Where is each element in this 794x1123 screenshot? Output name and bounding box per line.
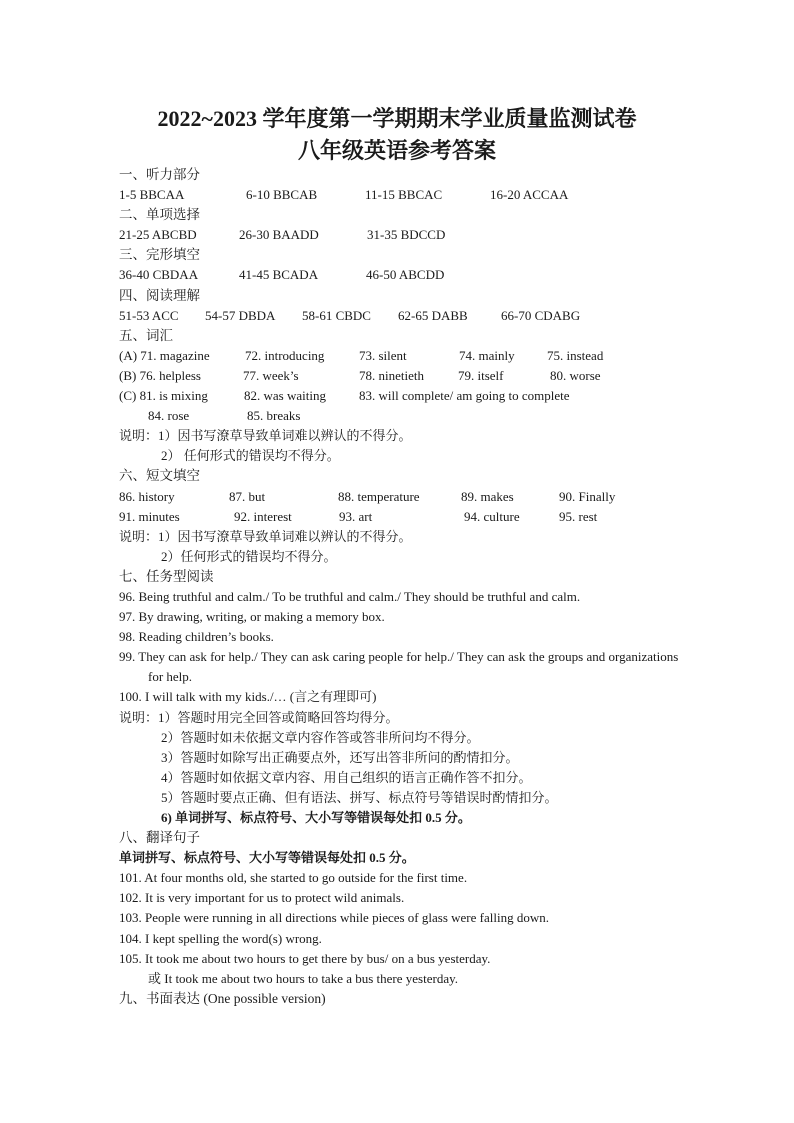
document-subtitle: 八年级英语参考答案	[297, 138, 496, 163]
scoring-note: 说明：1）因书写潦草导致单词难以辨认的不得分。	[119, 428, 412, 444]
answer-98: 98. Reading children’s books.	[119, 629, 274, 645]
section-heading-reading: 四、阅读理解	[119, 287, 200, 303]
answer-item: 78. ninetieth	[359, 367, 424, 383]
fill-in-row-2	[119, 507, 689, 527]
vocabulary-row-b	[119, 366, 689, 386]
answer-102: 102. It is very important for us to protect wild animals.	[119, 890, 405, 906]
scoring-note: 3）答题时如除写出正确要点外，还写出答非所问的酌情扣分。	[161, 749, 519, 765]
answer-group: 58-61 CBDC	[302, 307, 371, 323]
answer-105-alternative: 或 It took me about two hours to take a bus there yesterday.	[148, 970, 458, 986]
answer-item: 87. but	[229, 488, 266, 504]
answer-item: 72. introducing	[245, 347, 325, 363]
answer-item: 95. rest	[559, 508, 598, 524]
section-heading-single-choice: 二、单项选择	[119, 207, 200, 223]
single-choice-answers-row	[119, 225, 689, 245]
answer-item: 82. was waiting	[244, 388, 326, 404]
answer-group: 54-57 DBDA	[205, 307, 276, 323]
scoring-note: 说明：1）因书写潦草导致单词难以辨认的不得分。	[119, 528, 412, 544]
answer-group: 11-15 BBCAC	[365, 187, 443, 203]
answer-item: 94. culture	[464, 508, 520, 524]
answer-group: 26-30 BAADD	[239, 227, 319, 243]
vocabulary-row-a	[119, 346, 689, 366]
answer-item: 77. week’s	[243, 367, 299, 383]
document-title: 2022~2023 学年度第一学期期末学业质量监测试卷	[157, 106, 637, 131]
answer-103: 103. People were running in all directions while pieces of glass were falling down.	[119, 910, 549, 926]
answer-101: 101. At four months old, she started to go outside for the first time.	[119, 870, 468, 886]
answer-group: 41-45 BCADA	[239, 267, 319, 283]
answer-item: (B) 76. helpless	[119, 367, 201, 383]
answer-item: 83. will complete/ am going to complete	[359, 388, 570, 404]
answer-105: 105. It took me about two hours to get there by bus/ on a bus yesterday.	[119, 950, 491, 966]
reading-answers-row	[119, 306, 689, 326]
scoring-note-bold: 6) 单词拼写、标点符号、大小写等错误每处扣 0.5 分。	[161, 810, 471, 825]
cloze-answers-row	[119, 265, 689, 285]
answer-item: 92. interest	[234, 508, 292, 524]
answer-item: 86. history	[119, 488, 175, 504]
answer-group: 31-35 BDCCD	[367, 227, 446, 243]
scoring-note: 4）答题时如依据文章内容、用自己组织的语言正确作答不扣分。	[161, 769, 532, 785]
answer-group: 21-25 ABCBD	[119, 227, 197, 243]
answer-group: 66-70 CDABG	[501, 307, 581, 323]
scoring-note: 说明：1）答题时用完全回答或简略回答均得分。	[119, 709, 399, 725]
answer-item: (A) 71. magazine	[119, 347, 210, 363]
answer-item: 73. silent	[359, 347, 407, 363]
answer-100: 100. I will talk with my kids./… (言之有理即可)	[119, 689, 377, 705]
answer-item: 85. breaks	[247, 408, 301, 424]
section-heading-translation: 八、翻译句子	[119, 830, 200, 846]
section-heading-vocabulary: 五、词汇	[119, 327, 173, 343]
vocabulary-row-c-continued	[119, 406, 689, 426]
answer-104: 104. I kept spelling the word(s) wrong.	[119, 930, 322, 946]
section-heading-listening: 一、听力部分	[119, 167, 200, 182]
listening-answers-row	[119, 185, 689, 205]
answer-item: 84. rose	[148, 408, 190, 424]
answer-group: 36-40 CBDAA	[119, 267, 199, 283]
answer-group: 16-20 ACCAA	[490, 187, 569, 203]
section-heading-task-reading: 七、任务型阅读	[119, 568, 214, 584]
answer-item: 89. makes	[461, 488, 514, 504]
answer-content	[119, 165, 689, 1009]
scoring-note: 5）答题时要点正确、但有语法、拼写、标点符号等错误时酌情扣分。	[161, 789, 558, 805]
answer-group: 46-50 ABCDD	[366, 267, 445, 283]
answer-item: 75. instead	[547, 347, 604, 363]
vocabulary-row-c	[119, 386, 689, 406]
answer-group: 6-10 BBCAB	[246, 187, 318, 203]
section-heading-writing: 九、书面表达 (One possible version)	[119, 990, 326, 1006]
answer-group: 62-65 DABB	[398, 307, 468, 323]
scoring-note: 2） 任何形式的错误均不得分。	[161, 448, 340, 464]
answer-item: 90. Finally	[559, 488, 616, 504]
answer-99: 99. They can ask for help./ They can ask caring people for help./ They can ask the groups and organizations for help.	[119, 649, 679, 685]
section-heading-fill-in: 六、短文填空	[119, 468, 200, 484]
answer-group: 1-5 BBCAA	[119, 187, 185, 203]
answer-item: (C) 81. is mixing	[119, 388, 208, 404]
answer-item: 79. itself	[458, 367, 504, 383]
answer-item: 93. art	[339, 508, 373, 524]
scoring-note: 2）答题时如未依据文章内容作答或答非所问均不得分。	[161, 729, 480, 745]
answer-item: 88. temperature	[338, 488, 420, 504]
answer-group: 51-53 ACC	[119, 307, 179, 323]
fill-in-row-1	[119, 487, 689, 507]
answer-item: 80. worse	[550, 367, 601, 383]
answer-item: 91. minutes	[119, 508, 180, 524]
answer-96: 96. Being truthful and calm./ To be truthful and calm./ They should be truthful and calm.	[119, 588, 581, 604]
section-heading-cloze: 三、完形填空	[119, 247, 200, 263]
answer-97: 97. By drawing, writing, or making a memory box.	[119, 609, 385, 625]
translation-scoring-rule: 单词拼写、标点符号、大小写等错误每处扣 0.5 分。	[119, 850, 415, 866]
scoring-note: 2）任何形式的错误均不得分。	[161, 548, 337, 564]
answer-item: 74. mainly	[459, 347, 515, 363]
